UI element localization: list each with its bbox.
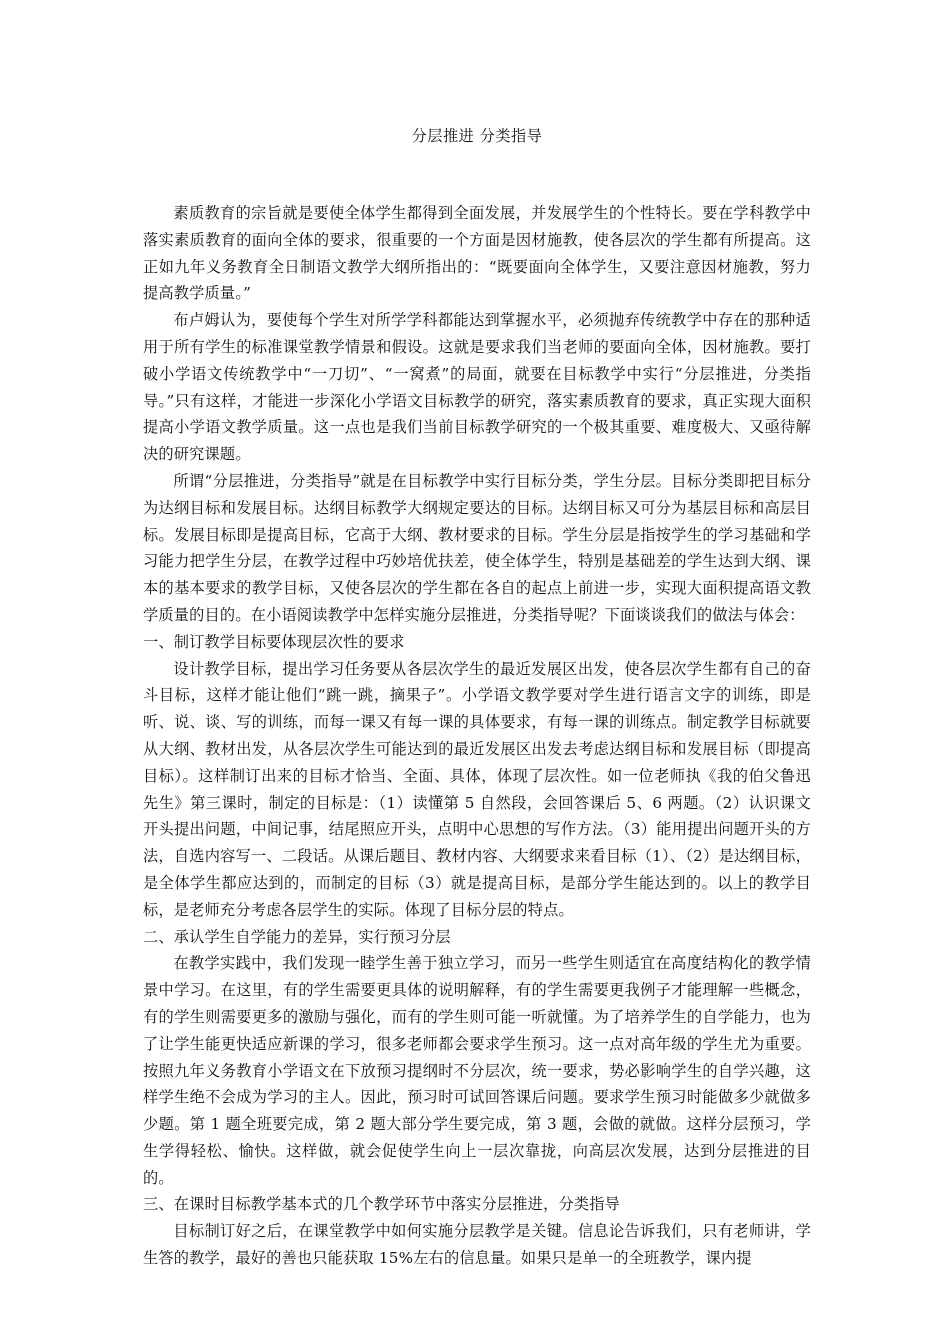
section-heading: 三、在课时目标教学基本式的几个教学环节中落实分层推进，分类指导	[143, 1195, 621, 1214]
body-paragraph: 素质教育的宗旨就是要使全体学生都得到全面发展，并发展学生的个性特长。要在学科教学中落实素质教育的面向全体的要求，很重要的一个方面是因材施教，使各层次的学生都有所提高。这正如九年义务教育全日制语文教学大纲所指出的：“既要面向全体学生，又要注意因材施教，努力提高教学质量。”	[143, 204, 811, 303]
body-paragraph: 在教学实践中，我们发现一睦学生善于独立学习，而另一些学生则适宜在高度结构化的教学情景中学习。在这里，有的学生需要更具体的说明解释，有的学生需要更我例子才能理解一些概念，有的学生则需要更多的激励与强化，而有的学生则可能一听就懂。为了培养学生的自学能力，也为了让学生能更快适应新课的学习，很多老师都会要求学生预习。这一点对高年级的学生尤为重要。按照九年义务教育小学语文在下放预习提纲时不分层次，统一要求，势必影响学生的自学兴趣，这样学生绝不会成为学习的主人。因此，预习时可试回答课后问题。要求学生预习时能做多少就做多少题。第 1 题全班要完成，第 2 题大部分学生要完成，第 3 题，会做的就做。这样分层预习，学生学得轻松、愉快。这样做，就会促使学生向上一层次靠拢，向高层次发展，达到分层推进的目的。	[143, 954, 811, 1187]
body-paragraph: 所谓“分层推进，分类指导”就是在目标教学中实行目标分类，学生分层。目标分类即把目标分为达纲目标和发展目标。达纲目标教学大纲规定要达的目标。达纲目标又可分为基层目标和高层目标。发展目标即是提高目标，它高于大纲、教材要求的目标。学生分层是指按学生的学习基础和学习能力把学生分层，在教学过程中巧妙培优扶差，使全体学生，特别是基础差的学生达到大纲、课本的基本要求的教学目标，又使各层次的学生都在各自的起点上前进一步，实现大面积提高语文教学质量的目的。在小语阅读教学中怎样实施分层推进，分类指导呢？下面谈谈我们的做法与体会：	[143, 471, 811, 624]
body-paragraph: 设计教学目标，提出学习任务要从各层次学生的最近发展区出发，使各层次学生都有自己的奋斗目标，这样才能让他们“跳一跳，摘果子”。小学语文教学要对学生进行语言文字的训练，即是听、说、谈、写的训练，而每一课又有每一课的具体要求，有每一课的训练点。制定教学目标就要从大纲、教材出发，从各层次学生可能达到的最近发展区出发去考虑达纲目标和发展目标（即提高目标）。这样制订出来的目标才恰当、全面、具体，体现了层次性。如一位老师执《我的伯父鲁迅先生》第三课时，制定的目标是：（1）读懂第 5 自然段，会回答课后 5、6 两题。（2）认识课文开头提出问题，中间记事，结尾照应开头，点明中心思想的写作方法。（3）能用提出问题开头的方法，自选内容写一、二段话。从课后题目、教材内容、大纲要求来看目标（1）、（2）是达纲目标，是全体学生都应达到的，而制定的目标（3）就是提高目标，是部分学生能达到的。以上的教学目标，是老师充分考虑各层学生的实际。体现了目标分层的特点。	[143, 659, 811, 919]
body-paragraph: 布卢姆认为，要使每个学生对所学学科都能达到掌握水平，必须抛弃传统教学中存在的那种适用于所有学生的标准课堂教学情景和假设。这就是要求我们当老师的要面向全体，因材施教。要打破小学语文传统教学中“一刀切”、“一窝煮”的局面，就要在目标教学中实行“分层推进，分类指导。”只有这样，才能进一步深化小学语文目标教学的研究，落实素质教育的要求，真正实现大面积提高小学语文教学质量。这一点也是我们当前目标教学研究的一个极其重要、难度极大、又亟待解决的研究课题。	[143, 311, 811, 464]
section-heading: 一、制订教学目标要体现层次性的要求	[143, 632, 405, 651]
section-heading: 二、承认学生自学能力的差异，实行预习分层	[143, 927, 451, 946]
body-paragraph: 目标制订好之后，在课堂教学中如何实施分层教学是关键。信息论告诉我们，只有老师讲，学生答的教学，最好的善也只能获取 15%左右的信息量。如果只是单一的全班教学，课内提	[143, 1222, 811, 1268]
document-title: 分层推进 分类指导	[411, 127, 543, 145]
document-body	[143, 200, 811, 1272]
